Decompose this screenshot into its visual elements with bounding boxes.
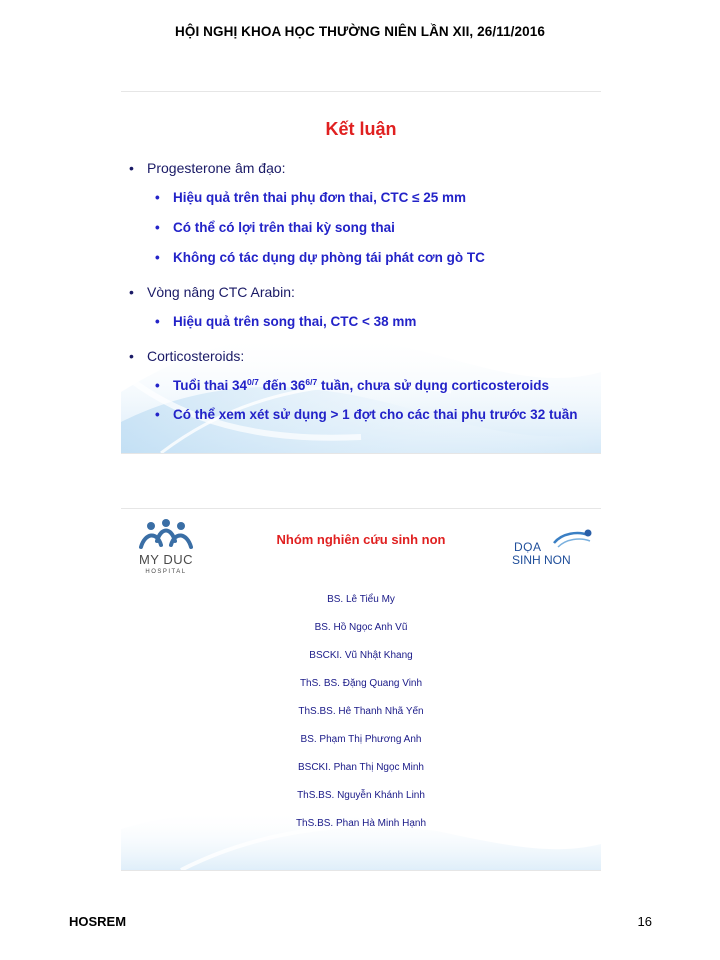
sub-bullet: • Không có tác dụng dự phòng tái phát cơn gò TC	[155, 250, 485, 265]
logo-line1: DỌA	[514, 540, 542, 554]
page-number: 16	[637, 914, 652, 929]
footer-label: HOSREM	[69, 914, 127, 929]
sub-bullet: • Tuổi thai $34^{0/7}$ đến $36^{6/7}$ tuần, chưa sử dụng corticosteroids	[155, 377, 550, 393]
sub-bullet: • Hiệu quả trên song thai, CTC < 38 mm	[155, 314, 417, 329]
team-member: BSCKI. Vũ Nhật Khang	[309, 650, 413, 661]
logo-line2: SINH NON	[512, 553, 571, 567]
bullet-arabin: • Vòng nâng CTC Arabin:	[129, 284, 295, 300]
team-member: ThS.BS. Nguyễn Khánh Linh	[297, 790, 425, 801]
team-member: ThS. BS. Đặng Quang Vinh	[299, 678, 423, 689]
sub-bullet: • Có thể có lợi trên thai kỳ song thai	[155, 220, 395, 235]
slide-title: Kết luận	[325, 119, 397, 139]
my-duc-hospital-logo	[131, 517, 201, 577]
slide-conclusion	[121, 91, 601, 454]
team-member: BS. Phạm Thị Phương Anh	[300, 734, 422, 745]
logo-sub: HOSPITAL	[145, 569, 187, 575]
doa-sinh-non-logo	[506, 527, 596, 569]
bullet-corticosteroids: • Corticosteroids:	[129, 348, 245, 364]
team-member: BSCKI. Phan Thị Ngọc Minh	[298, 762, 424, 773]
slide-title: Nhóm nghiên cứu sinh non	[276, 532, 446, 547]
team-member: BS. Lê Tiểu My	[327, 594, 395, 605]
team-member: ThS.BS. Phan Hà Minh Hạnh	[295, 818, 427, 829]
team-member: ThS.BS. Hê Thanh Nhã Yến	[298, 706, 424, 717]
sub-bullet: • Hiệu quả trên thai phụ đơn thai, CTC ≤ 25 mm	[155, 190, 467, 205]
bullet-progesterone: • Progesterone âm đạo:	[129, 160, 286, 176]
logo-name: MY DUC	[138, 552, 194, 567]
team-member: BS. Hồ Ngọc Anh Vũ	[314, 622, 408, 633]
page-header: HỘI NGHỊ KHOA HỌC THƯỜNG NIÊN LẦN XII, 26/11/2016	[175, 24, 545, 39]
sub-bullet: • Có thể xem xét sử dụng > 1 đợt cho các thai phụ trước 32 tuần	[155, 407, 578, 422]
slide-research-team	[121, 508, 601, 871]
